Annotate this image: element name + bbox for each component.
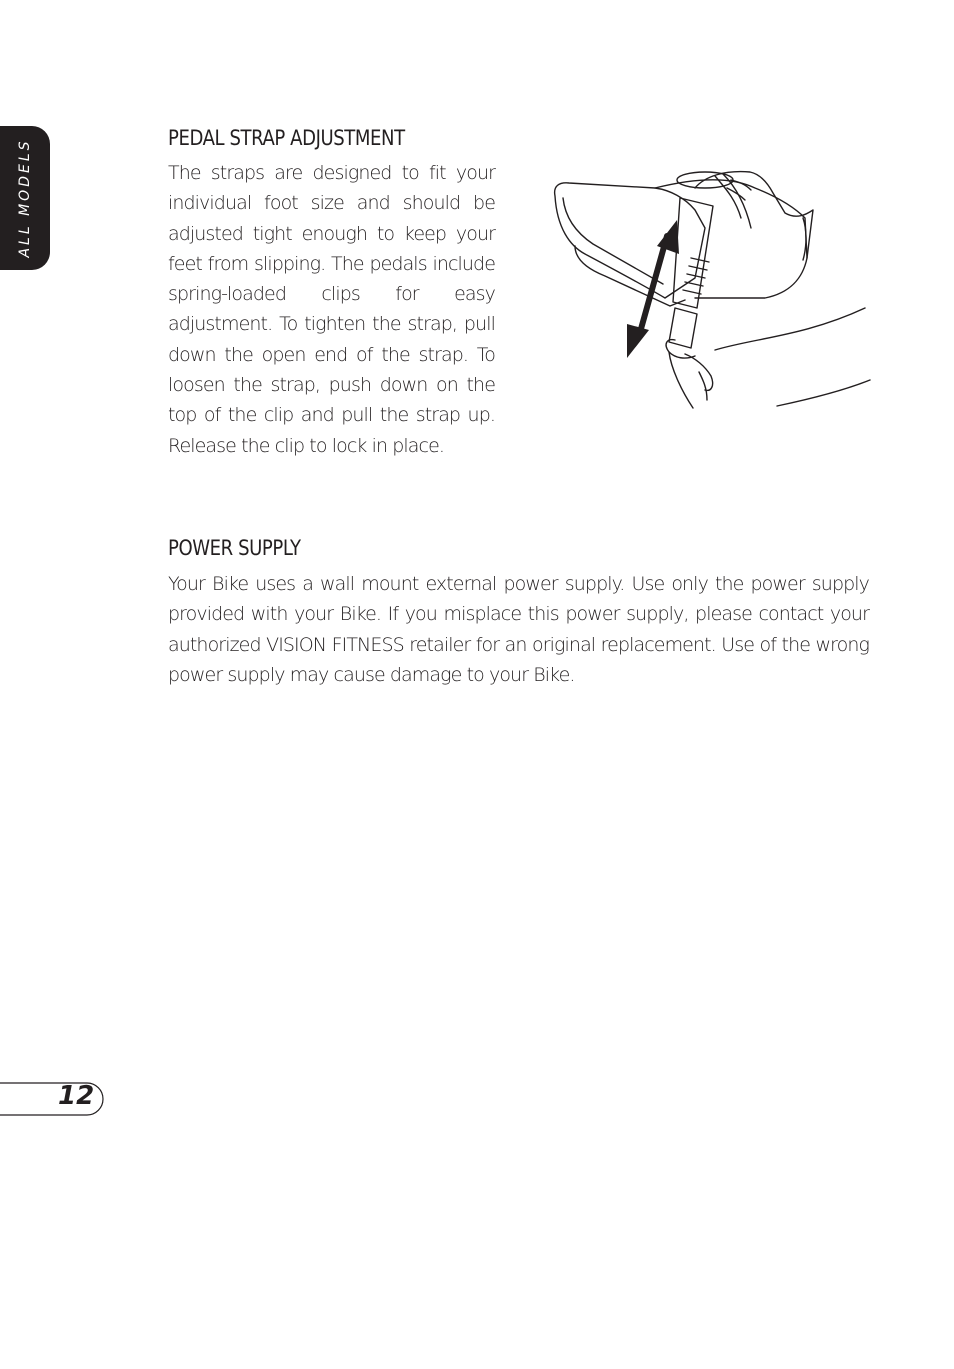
pedal-strap-heading: PEDAL STRAP ADJUSTMENT xyxy=(168,126,405,150)
strap-clip xyxy=(669,308,697,348)
adjust-arrow-head-down xyxy=(627,324,649,358)
forearm-bottom xyxy=(777,380,870,406)
pedal-edge xyxy=(563,198,663,284)
forearm-top xyxy=(715,308,865,350)
hand-palm xyxy=(669,352,693,408)
pedal-shape xyxy=(555,183,705,298)
power-supply-heading: POWER SUPPLY xyxy=(168,536,301,560)
side-tab-label: ALL MODELS xyxy=(17,138,33,258)
pedal-strap-illustration xyxy=(545,158,875,418)
pedal-lower xyxy=(575,246,685,306)
page-number: 12 xyxy=(58,1081,95,1111)
hand-fold xyxy=(699,372,707,400)
strap-band xyxy=(673,198,713,308)
strap-ridges xyxy=(683,258,709,294)
shoe-upper xyxy=(695,172,813,258)
section-side-tab xyxy=(0,126,50,270)
power-supply-body: Your Bike uses a wall mount external power supply. Use only the power supply provided with your Bike. If you misplace this power supply, please contact your authorized VISION FITNESS retailer for an original replacement. Use of the wrong power supply may cause damage to your Bike. xyxy=(168,573,869,686)
pedal-strap-body: The straps are designed to fit your individual foot size and should be adjusted tight enough to keep your feet from slipping. The pedals include spring-loaded clips for easy adjustment. To tighten the strap, pull down the open end of the strap. To loosen the strap, push down on the top of the clip and pull the strap up. Release the clip to lock in place. xyxy=(168,162,495,457)
